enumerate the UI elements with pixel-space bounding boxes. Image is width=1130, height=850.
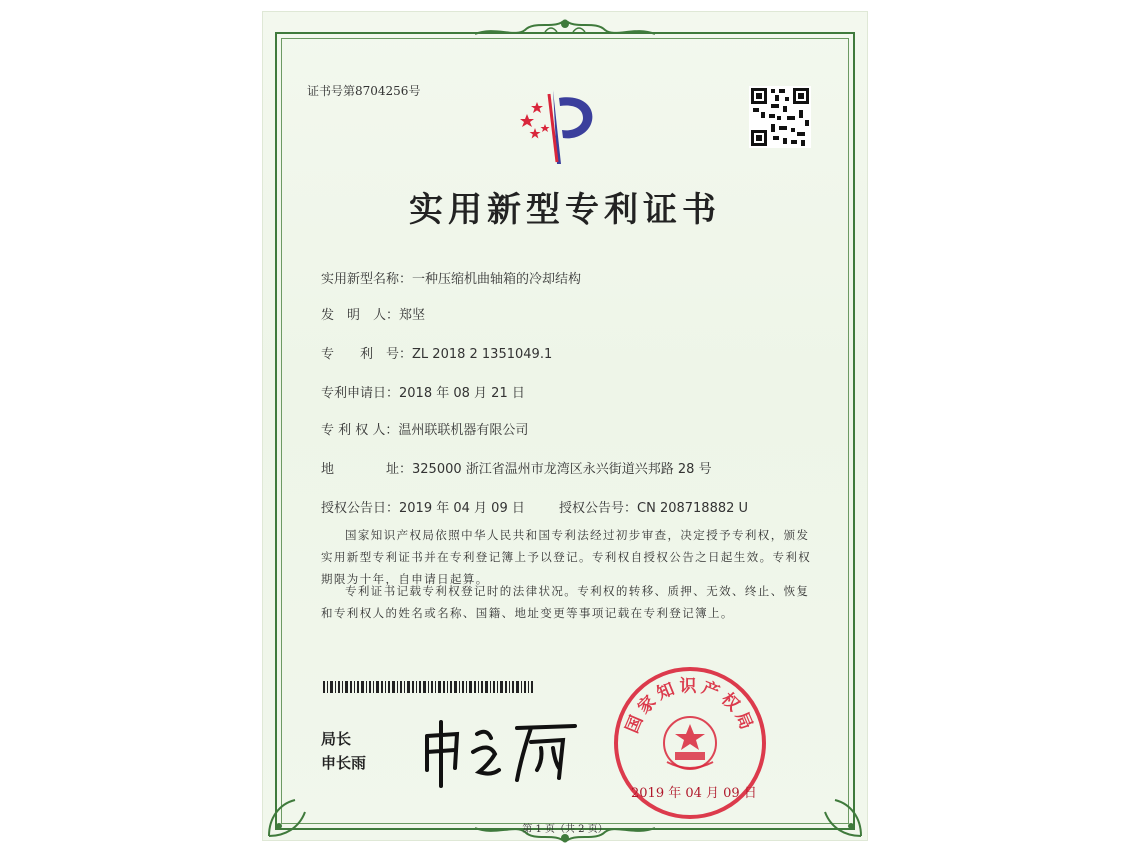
patent-number-value: ZL 2018 2 1351049.1 xyxy=(412,347,553,362)
grant-number-field xyxy=(559,497,748,516)
grant-number-label: 授权公告号： xyxy=(559,501,638,516)
qr-code-icon xyxy=(749,86,811,148)
patent-holder-value: 温州联联机器有限公司 xyxy=(398,423,529,438)
top-ornament-icon xyxy=(465,16,665,44)
filing-date-field xyxy=(321,382,525,401)
inventor-field xyxy=(321,304,425,323)
registration-statement-paragraph: 专利证书记载专利权登记时的法律状况。专利权的转移、质押、无效、终止、恢复和专利权人的姓名或名称、国籍、地址变更等事项记载在专利登记簿上。 xyxy=(321,584,810,620)
seal-date: 2019 年 04 月 09 日 xyxy=(631,786,757,801)
address-value: 325000 浙江省温州市龙湾区永兴街道兴邦路 28 号 xyxy=(412,462,712,477)
patent-number-field xyxy=(321,343,552,362)
grant-date-value: 2019 年 04 月 09 日 xyxy=(399,501,525,516)
patent-number-label: 专 利 号： xyxy=(321,347,413,362)
patent-holder-label: 专 利 权 人： xyxy=(321,423,399,438)
filing-date-value: 2018 年 08 月 21 日 xyxy=(399,386,525,401)
certificate-number: 证书号第8704256号 xyxy=(307,84,421,98)
model-name-field xyxy=(321,268,581,287)
barcode-icon xyxy=(323,681,533,693)
page-indicator: 第 1 页（共 2 页） xyxy=(522,824,608,835)
address-field xyxy=(321,458,712,477)
director-name: 申长雨 xyxy=(321,754,367,772)
grant-date-label: 授权公告日： xyxy=(321,501,400,516)
model-name-value: 一种压缩机曲轴箱的冷却结构 xyxy=(412,272,582,287)
filing-date-label: 专利申请日： xyxy=(321,386,400,401)
model-name-label: 实用新型名称： xyxy=(321,272,413,287)
grant-date-field xyxy=(321,497,525,516)
certificate-title: 实用新型专利证书 xyxy=(409,190,721,230)
inventor-value: 郑坚 xyxy=(399,308,426,323)
grant-statement-paragraph: 国家知识产权局依照中华人民共和国专利法经过初步审查，决定授予专利权，颁发实用新型专利证书并在专利登记簿上予以登记。专利权自授权公告之日起生效。专利权期限为十年，自申请日起算。 xyxy=(321,528,812,586)
director-title: 局长 xyxy=(321,730,352,748)
inventor-label: 发 明 人： xyxy=(321,308,400,323)
certificate-sheet xyxy=(263,12,867,840)
handwritten-signature-icon xyxy=(413,712,583,792)
grant-number-value: CN 208718882 U xyxy=(637,501,749,516)
patent-office-logo-icon xyxy=(513,84,603,166)
address-label: 地 址： xyxy=(321,462,413,477)
svg-text:国家知识产权局: 国家知识产权局 xyxy=(622,676,758,737)
patent-holder-field xyxy=(321,419,528,438)
